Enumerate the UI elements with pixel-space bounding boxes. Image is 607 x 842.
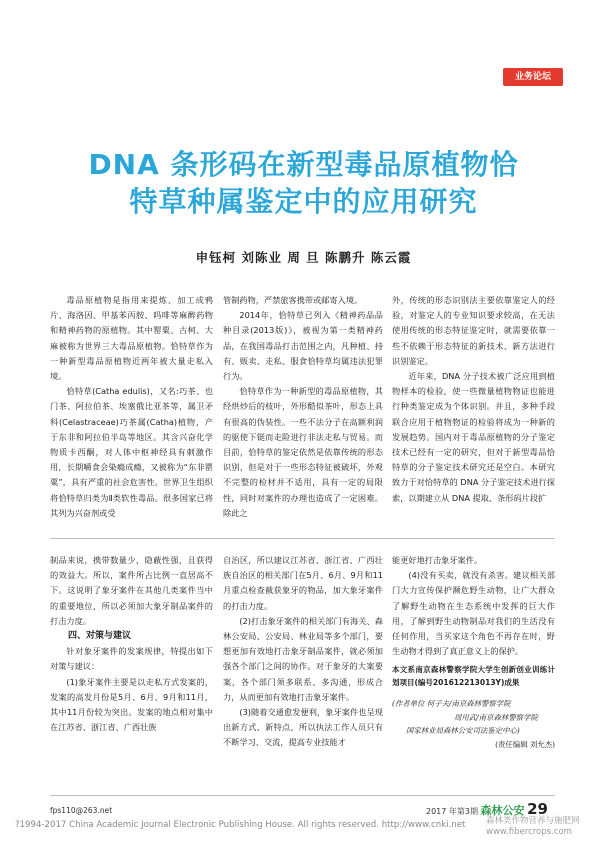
upper-column-1 — [50, 293, 213, 528]
paragraph: 恰特草作为一种新型的毒品原植物，其经烘炒后的枝叶，外形酷似茶叶，形态上具有很高的伪装性。一些不法分子在高额利润的驱使下铤而走险进行非法走私与贸易。而目前，恰特草的鉴定依然是依靠传统的形态识别，但是对于一些形态特征被破坏，外观不完整的检材并不适用，具有一定的局限性，同时对案件的办理也造成了一定困难。除此之 — [223, 386, 383, 518]
section-heading: 四、对策与建议 — [68, 631, 132, 642]
paragraph: 制品来说，携带数量少，隐蔽性强，且获得的效益大。所以，案件所占比例一直居高不下。这说明了象牙案件在其他几类案件当中的重要地位，所以必须加大象牙制品案件的打击力度。 — [50, 555, 213, 626]
paragraph: (1)象牙案件主要是以走私方式发案的，发案的高发月份是5月、6月、9月和11月，其中11月份较为突出。发案的地点相对集中在江苏省、浙江省、广西壮族 — [50, 676, 213, 733]
paragraph: (2)打击象牙案件的相关部门有海关、森林公安局、公安局、林业局等多个部门，要想更加有效地打击象牙制品案件，就必须加强各个部门之间的协作。对于象牙的大案要案，各个部门须多联系、多沟通，形成合力，从而更加有效地打击象牙案件。 — [223, 615, 383, 702]
paragraph: 近年来，DNA 分子技术被广泛应用到植物样本的检验，使一些微量植物物证也能进行种类鉴定成为个体识别。并且，多种手段联合应用于植物物证的检验将成为一种新的发展趋势。国内对于毒品原植物的分子鉴定技术已经有一定的研究，但对于新型毒品恰特草的分子鉴定技术研究还是空白。本研究致力于对恰特草的 DNA 分子鉴定技术进行探索，以期建立从 DNA 提取、条形码片段扩 — [392, 371, 555, 503]
paragraph: (4)没有买卖，就没有杀害。建议相关部门大力宣传保护濒危野生动物，让广大群众了解野生动物在生态系统中发挥的巨大作用，了解到野生动物制品对我们的生活没有任何作用，当买家这个角色不再存在时，野生动物才得到了真正意义上的保护。 — [392, 570, 555, 657]
editor-credit: (责任编辑 刘允杰) — [495, 739, 555, 749]
section-divider — [50, 538, 555, 539]
journal-brand: 森林公安 — [480, 804, 525, 817]
contact-email: fps110@263.net — [50, 806, 113, 815]
paragraph: 能更好地打击象牙案件。 — [392, 555, 483, 565]
paragraph: 外，传统的形态识别法主要依靠鉴定人的经验，对鉴定人的专业知识要求较高，在无法使用传统的形态特征鉴定时，就需要依靠一些不依赖于形态特征的新技术、新方法进行识别鉴定。 — [392, 295, 555, 366]
paragraph: 恰特草(Catha edulis)，又名:巧茶、也门茶、阿拉伯茶、埃塞俄比亚茶等，属卫矛科(Celastraceae)巧茶属(Catha)植物，产于东非和阿拉伯半岛等地区。其含兴奋化学物质卡西酮，对人体中枢神经具有刺激作用，长期嚼食会染瘾成瘾，又被称为“东非罂粟”，具有严重的社会危害性。世界卫生组织将恰特草归类为Ⅱ类软性毒品。很多国家已将其列为兴奋剂或受 — [50, 386, 213, 518]
lower-column-2 — [223, 553, 383, 788]
issue-number: 2017 年第3期 — [426, 807, 478, 816]
affiliation-line: (作者单位 何子夫/南京森林警察学院 — [392, 699, 511, 709]
paragraph: 针对象牙案件的发案规律，特提出如下对策与建议： — [50, 646, 213, 672]
affiliation-line: 国家林业局森林公安司法鉴定中心) — [406, 726, 520, 736]
article-title-line2: 特草种属鉴定中的应用研究 — [129, 185, 478, 218]
funding-note: 本文系南京森林警察学院大学生创新创业训练计划项目(编号201612213013Y)成果 — [392, 665, 555, 688]
copyright-notice: ?1994-2017 China Academic Journal Electronic Publishing House. All rights reserved. http://www.cnki.net — [15, 820, 466, 830]
article-title-line1: DNA 条形码在新型毒品原植物恰 — [88, 148, 519, 181]
upper-column-3 — [392, 293, 555, 528]
paragraph: (3)随着交通愈发便利，象牙案件也呈现出新方式、新特点，所以执法工作人员只有不断学习、交流，提高专业技能才 — [223, 707, 383, 748]
paragraph: 毒品原植物是指用来提炼、加工成鸦片、海洛因、甲基苯丙胺、吗啡等麻醉药物和精神药物的原植物。其中罂粟、古柯、大麻被称为世界三大毒品原植物。恰特草作为一种新型毒品原植物近两年被大量走私入境。 — [50, 295, 213, 382]
paragraph: 管制药物，严禁旅客携带或邮寄入境。 — [223, 295, 363, 305]
watermark-line: www.fibercrops.com — [486, 827, 572, 837]
upper-column-2 — [223, 293, 383, 528]
affiliation-line: 周用武/南京森林警察学院 — [454, 712, 538, 722]
footer-divider — [50, 795, 555, 796]
lower-column-3 — [392, 553, 555, 793]
author-list: 申钰柯 刘陈业 周 旦 陈鹏升 陈云霞 — [195, 250, 412, 265]
page-number: 29 — [527, 800, 548, 818]
paragraph: 自治区，所以建议江苏省、浙江省、广西壮族自治区的相关部门在5月、6月、9月和11月重点检查截获象牙的物品，加大象牙案件的打击力度。 — [223, 555, 383, 611]
paragraph: 2014年，恰特草已列入《精神药品品种目录(2013版)》，被视为第一类精神药品，在我国毒品打击范围之内，凡种植、持有、贩卖、走私、服食恰特草均属违法犯罪行为。 — [223, 310, 383, 382]
watermark-line: 森林类作物营养与施肥网 — [486, 816, 580, 826]
lower-column-1 — [50, 553, 213, 788]
watermark — [486, 816, 580, 838]
section-badge: 业务论坛 — [503, 68, 563, 86]
